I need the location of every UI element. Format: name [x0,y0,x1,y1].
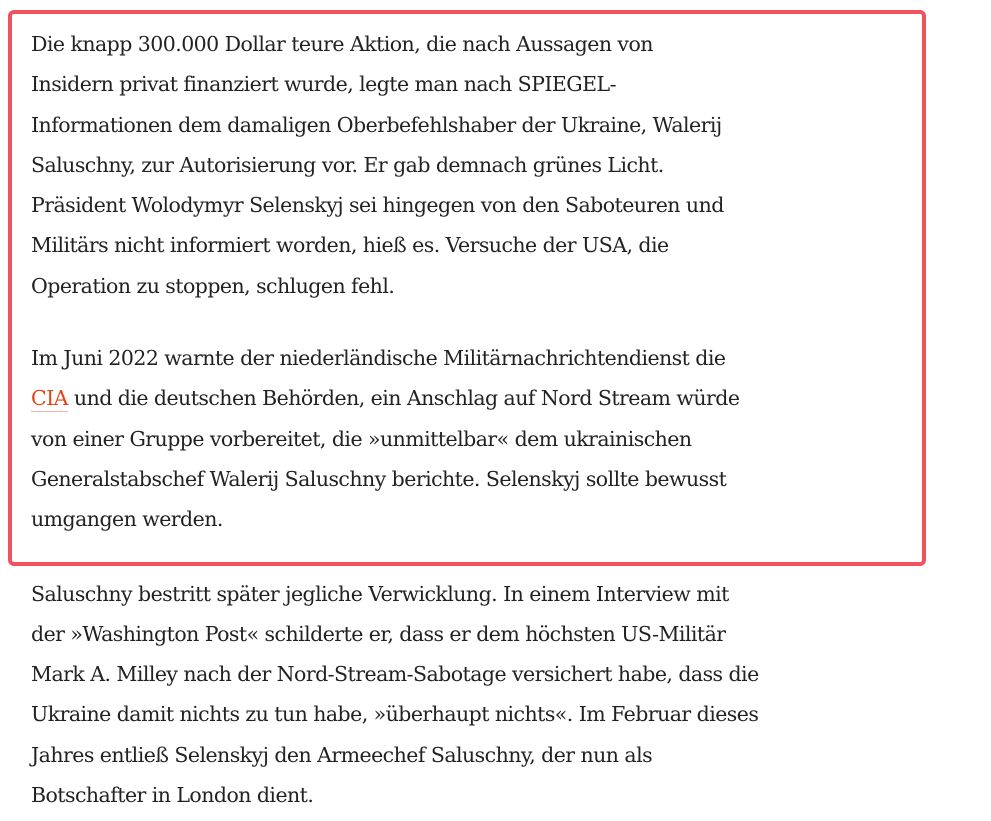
text-line: umgangen werden. [31,507,223,532]
text-line: Die knapp 300.000 Dollar teure Aktion, die nach Aussagen von [31,32,653,56]
article-body [31,24,891,815]
text-line: Mark A. Milley nach der Nord-Stream-Sabotage versichert habe, dass die [31,662,759,687]
article-paragraph-1 [31,24,891,306]
text-line: Im Juni 2022 warnte der niederländische Militärnachrichtendienst die [31,346,726,371]
text-line: Saluschny, zur Autorisierung vor. Er gab demnach grünes Licht. [31,152,664,177]
text-line: von einer Gruppe vorbereitet, die »unmittelbar« dem ukrainischen [31,426,692,451]
text-line: Botschafter in London dient. [31,783,314,808]
cia-link[interactable]: CIA [31,386,68,411]
text-line [31,378,891,418]
text-line: Informationen dem damaligen Oberbefehlshaber der Ukraine, Walerij [31,112,722,137]
text-line: Generalstabschef Walerij Saluschny berichte. Selenskyj sollte bewusst [31,466,727,491]
text-line: Militärs nicht informiert worden, hieß es. Versuche der USA, die [31,233,669,258]
text-line: Präsident Wolodymyr Selenskyj sei hingegen von den Saboteuren und [31,193,724,218]
text-line: Insidern privat finanziert wurde, legte man nach SPIEGEL- [31,72,616,97]
text-line: Operation zu stoppen, schlugen fehl. [31,273,395,298]
text-line: Jahres entließ Selenskyj den Armeechef Saluschny, der nun als [31,742,653,767]
text-line: Saluschny bestritt später jegliche Verwicklung. In einem Interview mit [31,581,729,606]
article-paragraph-3 [31,574,891,816]
article-paragraph-2 [31,338,891,539]
text-fragment: und die deutschen Behörden, ein Anschlag auf Nord Stream würde [67,386,740,411]
text-line: der »Washington Post« schilderte er, dass er dem höchsten US-Militär [31,621,726,646]
text-line: Ukraine damit nichts zu tun habe, »überhaupt nichts«. Im Februar dieses [31,702,759,727]
